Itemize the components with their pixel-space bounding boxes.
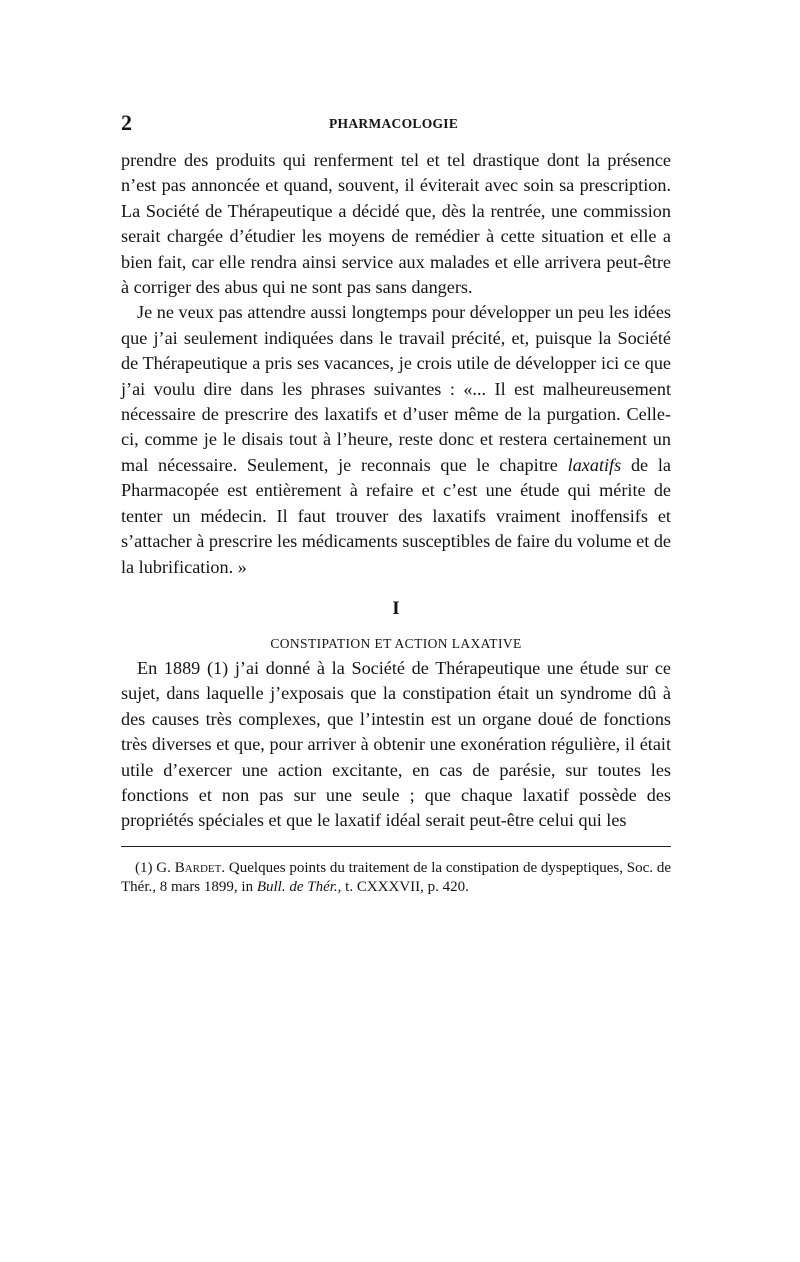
footnote-marker: (1) G. xyxy=(135,859,175,876)
section-number: I xyxy=(392,597,400,619)
paragraph-2-italic: laxatifs xyxy=(567,454,622,475)
body-text xyxy=(121,148,671,834)
paragraph-1: prendre des produits qui renferment tel et tel drastique dont la présence n’est pas annoncée et quand, souvent, il éviterait avec soin sa prescription. La Société de Thérapeutique a décidé que, dès la rentrée, une commission serait chargée d’étudier les moyens de remédier à cette situation et elle a bien fait, car elle rendra ainsi service aux malades et elle arrivera peut-être à corriger des abus qui ne sont pas sans dangers. xyxy=(121,150,671,298)
page-number: 2 xyxy=(121,110,132,135)
running-title: PHARMACOLOGIE xyxy=(329,116,459,131)
paragraph-2-text-b: de la Pharmacopée est entièrement à refaire et c’est une étude qui mérite de tenter un médecin. Il faut trouver des laxatifs vraiment inoffensifs et s’attacher à prescrire les médicaments susceptibles de faire du volume et de la lubrification. » xyxy=(121,454,671,577)
footnote-author: Bardet xyxy=(174,859,222,876)
footnote-journal: Bull. de Thér. xyxy=(256,878,338,895)
document-page xyxy=(121,110,671,897)
footnote-text-b: , t. CXXXVII, p. 420. xyxy=(337,878,469,895)
running-head xyxy=(121,110,671,140)
footnote-text-a: . Quelques points du traitement de la constipation de dyspeptiques, Soc. de Thér., 8 mars 1899, in xyxy=(121,859,672,895)
footnote-divider xyxy=(121,846,671,847)
paragraph-2 xyxy=(121,300,671,579)
section-paragraph: En 1889 (1) j’ai donné à la Société de Thérapeutique une étude sur ce sujet, dans laquelle j’exposais que la constipation était un syndrome dû à des causes très complexes, que l’intestin est un organe doué de fonctions très diverses et que, pour arriver à obtenir une exonération régulière, il était utile d’exercer une action excitante, en cas de parésie, sur toutes les fonctions et non pas sur une seule ; que chaque laxatif possède des propriétés spéciales et que le laxatif idéal serait peut-être celui qui les xyxy=(121,657,671,831)
footnote xyxy=(121,859,671,897)
section-title: CONSTIPATION ET ACTION LAXATIVE xyxy=(270,635,522,651)
paragraph-2-text-a: Je ne veux pas attendre aussi longtemps pour développer un peu les idées que j’ai seulement indiquées dans le travail précité, et, puisque la Société de Thérapeutique a pris ses vacances, je crois utile de développer ici ce que j’ai voulu dire dans les phrases suivantes : «... Il est malheureusement nécessaire de prescrire des laxatifs et d’user même de la purgation. Celle-ci, comme je le disais tout à l’heure, reste donc et restera certainement un mal nécessaire. Seulement, je reconnais que le chapitre xyxy=(121,302,671,475)
